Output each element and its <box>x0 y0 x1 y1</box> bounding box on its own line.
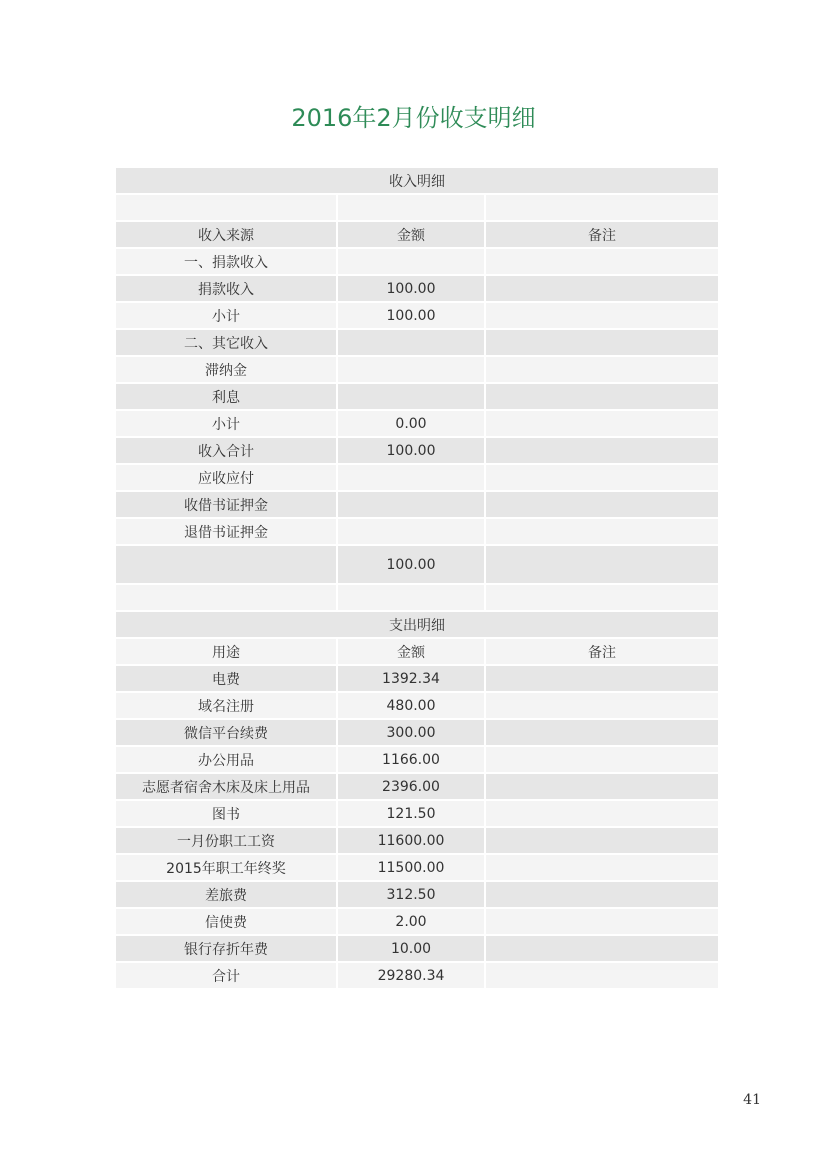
row-amount <box>338 465 486 492</box>
row-note <box>486 801 718 828</box>
row-amount: 29280.34 <box>338 963 486 990</box>
table-row <box>116 666 718 693</box>
row-amount: 0.00 <box>338 411 486 438</box>
income-header-row <box>116 222 718 249</box>
row-note <box>486 492 718 519</box>
page-title: 2016年2月份收支明细 <box>291 104 536 132</box>
row-label: 二、其它收入 <box>116 330 338 357</box>
table-row <box>116 276 718 303</box>
table-row <box>116 693 718 720</box>
row-amount: 1166.00 <box>338 747 486 774</box>
row-label: 捐款收入 <box>116 276 338 303</box>
row-amount <box>338 249 486 276</box>
row-amount: 100.00 <box>338 303 486 330</box>
row-note <box>486 465 718 492</box>
row-amount <box>338 357 486 384</box>
row-amount: 11500.00 <box>338 855 486 882</box>
table-row <box>116 303 718 330</box>
row-note <box>486 855 718 882</box>
row-label: 2015年职工年终奖 <box>116 855 338 882</box>
row-label: 银行存折年费 <box>116 936 338 963</box>
row-label: 应收应付 <box>116 465 338 492</box>
row-note <box>486 303 718 330</box>
page-number: 41 <box>743 1092 761 1108</box>
income-section-label: 收入明细 <box>116 168 718 195</box>
row-note <box>486 666 718 693</box>
row-amount <box>338 519 486 546</box>
row-label: 办公用品 <box>116 747 338 774</box>
row-label: 收入合计 <box>116 438 338 465</box>
table-row <box>116 357 718 384</box>
row-label: 合计 <box>116 963 338 990</box>
row-label: 小计 <box>116 411 338 438</box>
row-amount: 2.00 <box>338 909 486 936</box>
row-note <box>486 828 718 855</box>
income-total-amount: 100.00 <box>338 546 486 585</box>
income-header-amount: 金额 <box>338 222 486 249</box>
row-label: 滞纳金 <box>116 357 338 384</box>
row-amount: 100.00 <box>338 438 486 465</box>
ledger-table <box>116 168 718 990</box>
row-label: 退借书证押金 <box>116 519 338 546</box>
blank-row <box>116 195 718 222</box>
row-note <box>486 357 718 384</box>
row-amount: 10.00 <box>338 936 486 963</box>
row-amount <box>338 492 486 519</box>
expense-total-row <box>116 963 718 990</box>
table-row <box>116 492 718 519</box>
table-row <box>116 384 718 411</box>
table-row <box>116 936 718 963</box>
table-row <box>116 465 718 492</box>
row-label: 信使费 <box>116 909 338 936</box>
expense-header-purpose: 用途 <box>116 639 338 666</box>
row-label: 志愿者宿舍木床及床上用品 <box>116 774 338 801</box>
row-note <box>486 882 718 909</box>
table-row <box>116 747 718 774</box>
row-amount: 100.00 <box>338 276 486 303</box>
row-note <box>486 963 718 990</box>
table-row <box>116 438 718 465</box>
income-total-row <box>116 546 718 585</box>
row-note <box>486 519 718 546</box>
row-note <box>486 720 718 747</box>
table-row <box>116 855 718 882</box>
row-note <box>486 276 718 303</box>
row-label: 小计 <box>116 303 338 330</box>
expense-header-amount: 金额 <box>338 639 486 666</box>
row-amount: 312.50 <box>338 882 486 909</box>
row-note <box>486 774 718 801</box>
row-label: 一月份职工工资 <box>116 828 338 855</box>
row-label: 一、捐款收入 <box>116 249 338 276</box>
row-label: 图书 <box>116 801 338 828</box>
row-note <box>486 384 718 411</box>
row-note <box>486 411 718 438</box>
row-amount <box>338 330 486 357</box>
row-note <box>486 693 718 720</box>
row-amount: 2396.00 <box>338 774 486 801</box>
row-note <box>486 909 718 936</box>
row-label: 利息 <box>116 384 338 411</box>
expense-section-label: 支出明细 <box>116 612 718 639</box>
row-note <box>486 747 718 774</box>
expense-header-note: 备注 <box>486 639 718 666</box>
table-row <box>116 774 718 801</box>
row-label: 差旅费 <box>116 882 338 909</box>
row-amount: 121.50 <box>338 801 486 828</box>
row-amount: 1392.34 <box>338 666 486 693</box>
row-amount: 11600.00 <box>338 828 486 855</box>
income-header-source: 收入来源 <box>116 222 338 249</box>
table-row <box>116 720 718 747</box>
table-row <box>116 519 718 546</box>
table-row <box>116 330 718 357</box>
income-header-note: 备注 <box>486 222 718 249</box>
table-row <box>116 801 718 828</box>
blank-row <box>116 585 718 612</box>
row-amount: 300.00 <box>338 720 486 747</box>
table-row <box>116 411 718 438</box>
expense-section-row <box>116 612 718 639</box>
row-amount: 480.00 <box>338 693 486 720</box>
table-row <box>116 828 718 855</box>
row-label: 微信平台续费 <box>116 720 338 747</box>
table-row <box>116 249 718 276</box>
income-section-row <box>116 168 718 195</box>
row-note <box>486 438 718 465</box>
table-row <box>116 882 718 909</box>
row-label: 域名注册 <box>116 693 338 720</box>
row-note <box>486 249 718 276</box>
row-label: 电费 <box>116 666 338 693</box>
row-amount <box>338 384 486 411</box>
row-label: 收借书证押金 <box>116 492 338 519</box>
expense-header-row <box>116 639 718 666</box>
row-note <box>486 936 718 963</box>
row-note <box>486 330 718 357</box>
table-row <box>116 909 718 936</box>
